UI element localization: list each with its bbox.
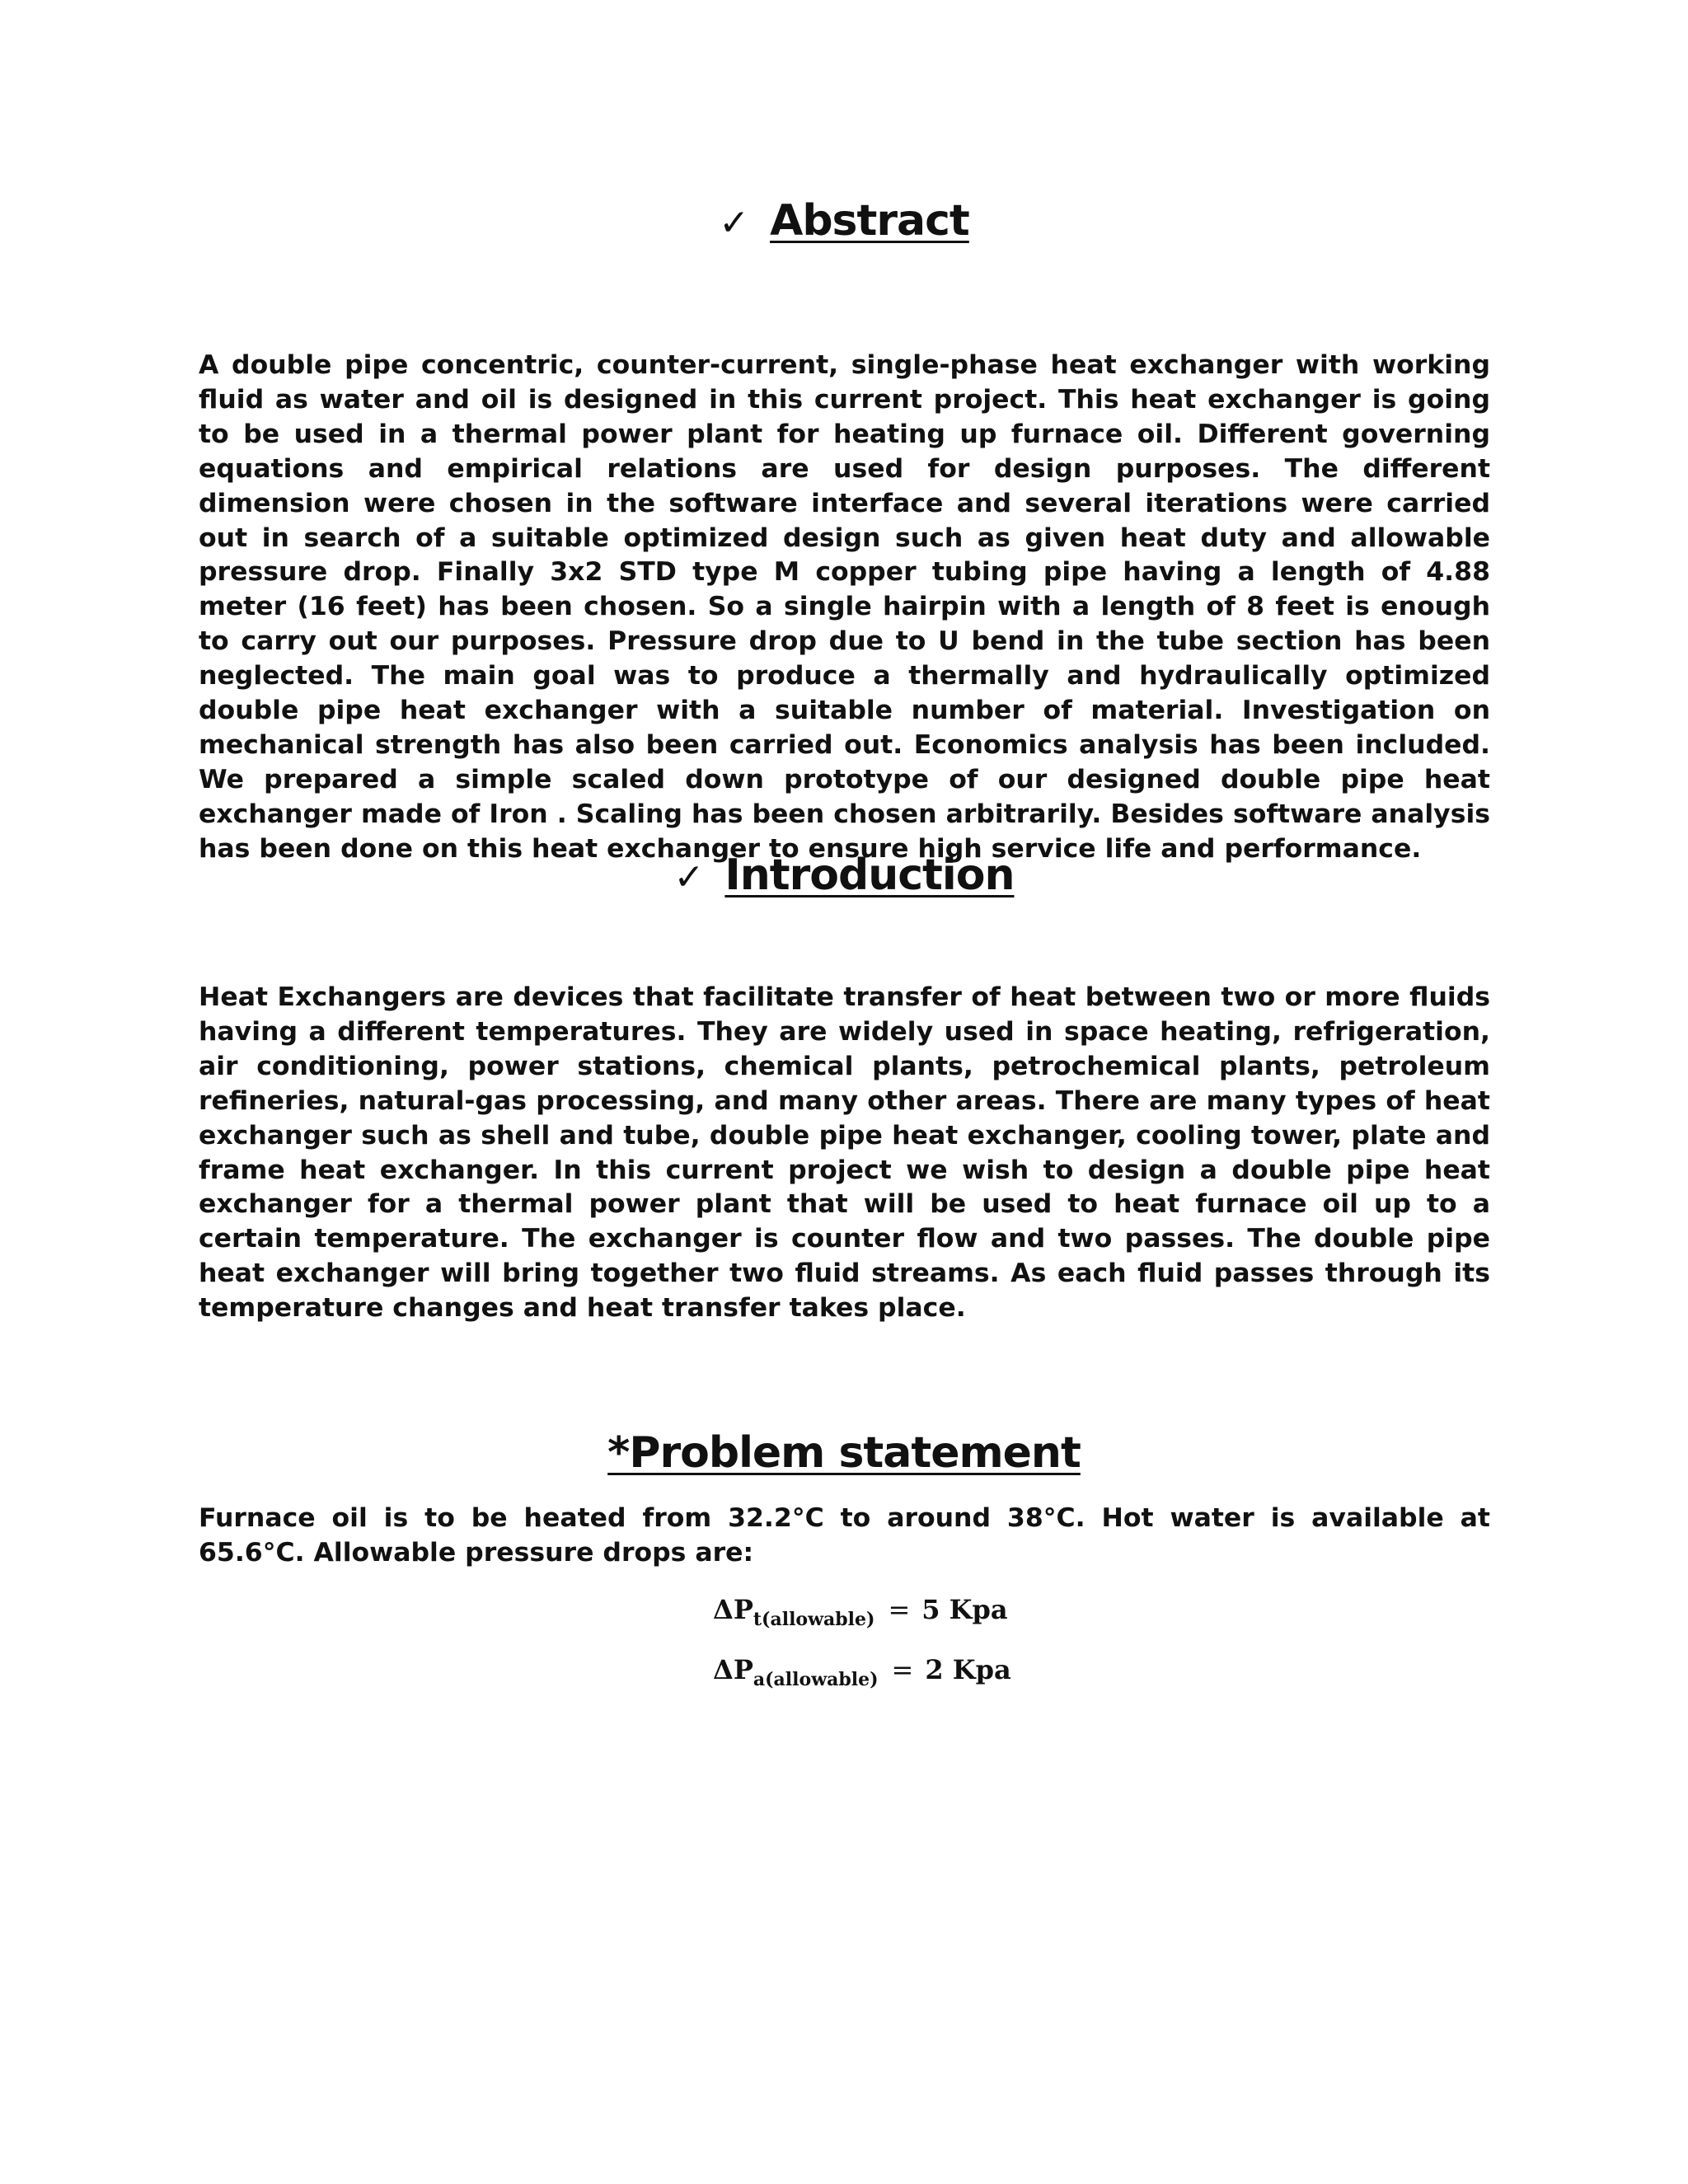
abstract-heading xyxy=(0,196,1688,248)
formula-equals: = xyxy=(888,1594,911,1625)
checkmark-icon: ✓ xyxy=(719,202,749,244)
formula-symbol: ΔP xyxy=(713,1654,753,1685)
problem-body: Furnace oil is to be heated from 32.2°C to around 38°C. Hot water is available at 65.6°C. Allowable pressure drops are: xyxy=(199,1503,1490,1568)
formula-subscript: t(allowable) xyxy=(753,1609,875,1630)
checkmark-icon: ✓ xyxy=(673,856,704,898)
abstract-title: Abstract xyxy=(770,196,969,246)
abstract-body: A double pipe concentric, counter-current, single-phase heat exchanger with working fluid as water and oil is designed in this current project. This heat exchanger is going to be used in a thermal power plant for heating up furnace oil. Different governing equations and empirical relations are used for design purposes. The different dimension were chosen in the software interface and several iterations were carried out in search of a suitable optimized design such as given heat duty and allowable pressure drop. Finally 3x2 STD type M copper tubing pipe having a length of 4.88 meter (16 feet) has been chosen. So a single hairpin with a length of 8 feet is enough to carry out our purposes. Pressure drop due to U bend in the tube section has been neglected. The main goal was to produce a thermally and hydraulically optimized double pipe heat exchanger with a suitable number of material. Investigation on mechanical strength has also been carried out. Economics analysis has been included. We prepared a simple scaled down prototype of our designed double pipe heat exchanger made of Iron . Scaling has been chosen arbitrarily. Besides software analysis has been done on this heat exchanger to ensure high service life and performance. xyxy=(199,350,1490,864)
introduction-body: Heat Exchangers are devices that facilitate transfer of heat between two or more fluids having a different temperatures. They are widely used in space heating, refrigeration, air conditioning, power stations, chemical plants, petrochemical plants, petroleum refineries, natural-gas processing, and many other areas. There are many types of heat exchanger such as shell and tube, double pipe heat exchanger, cooling tower, plate and frame heat exchanger. In this current project we wish to design a double pipe heat exchanger for a thermal power plant that will be used to heat furnace oil up to a certain temperature. The exchanger is counter flow and two passes. The double pipe heat exchanger will bring together two fluid streams. As each fluid passes through its temperature changes and heat transfer takes place. xyxy=(199,982,1490,1324)
introduction-heading xyxy=(0,851,1688,902)
annulus-pressure-drop-formula xyxy=(713,1654,1011,1690)
formula-symbol: ΔP xyxy=(713,1594,753,1625)
formula-subscript: a(allowable) xyxy=(753,1669,879,1690)
formula-value: 2 Kpa xyxy=(925,1654,1011,1685)
introduction-title: Introduction xyxy=(724,851,1015,900)
formula-equals: = xyxy=(891,1654,914,1685)
tube-pressure-drop-formula xyxy=(713,1594,1008,1630)
formula-value: 5 Kpa xyxy=(921,1594,1008,1625)
problem-title: *Problem statement xyxy=(607,1428,1081,1478)
problem-heading xyxy=(0,1428,1688,1478)
